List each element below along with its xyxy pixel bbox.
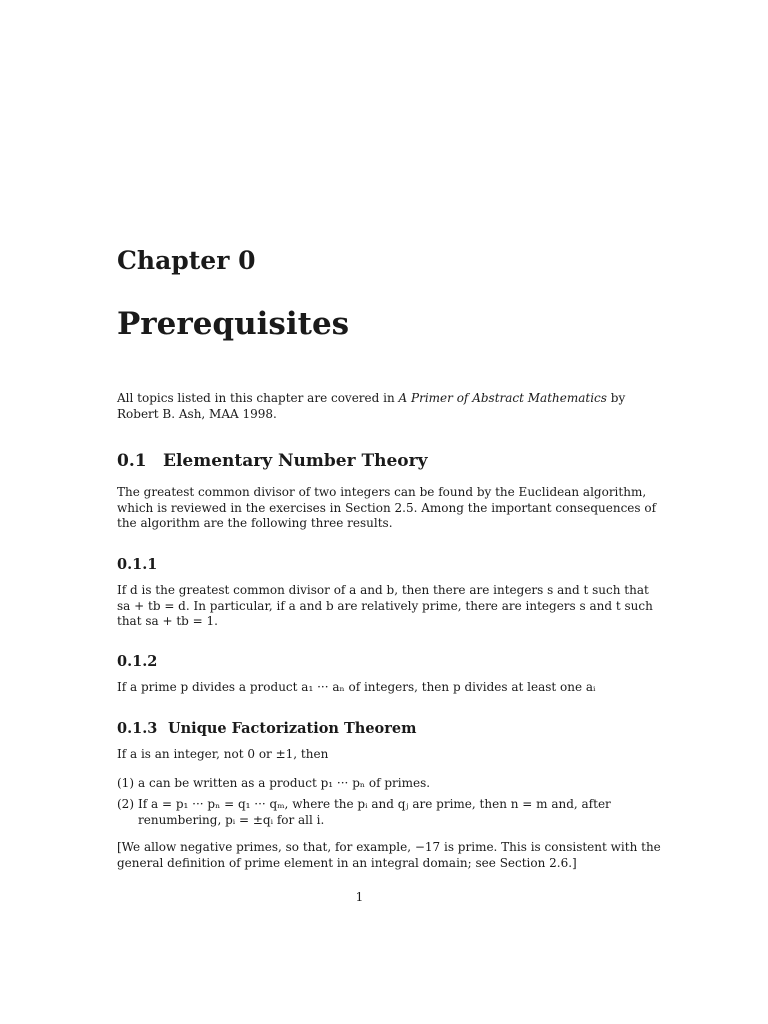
page-number: 1 <box>355 890 364 904</box>
paragraph-line: If d is the greatest common divisor of a and b, then there are integers s and t such that <box>117 583 649 597</box>
note-paragraph <box>117 840 661 871</box>
list-body <box>138 776 602 792</box>
chapter-label: Chapter 0 <box>117 246 256 275</box>
paragraph-line: The greatest common divisor of two integers can be found by the Euclidean algorithm, <box>117 485 647 499</box>
paragraph-line: that sa + tb = 1. <box>117 614 218 629</box>
section-paragraph <box>117 485 657 532</box>
paragraph-line: If a prime p divides a product a₁ ··· aₙ of integers, then p divides at least one aᵢ <box>117 680 596 694</box>
theorem-lead <box>117 747 602 763</box>
subsection-heading <box>117 653 157 670</box>
list-line: If a = p₁ ··· pₙ = q₁ ··· qₘ, where the pᵢ and qⱼ are prime, then n = m and, after <box>138 797 611 811</box>
section-title: Elementary Number Theory <box>163 451 428 471</box>
paragraph-line: the algorithm are the following three results. <box>117 516 393 531</box>
subsection-title: Unique Factorization Theorem <box>168 720 417 737</box>
book-title: A Primer of Abstract Mathematics <box>398 391 607 405</box>
paragraph-line: [We allow negative primes, so that, for example, −17 is prime. This is consistent with the <box>117 840 661 854</box>
intro-line-1 <box>117 391 626 407</box>
subsection-heading <box>117 556 157 573</box>
intro-paragraph <box>117 391 626 422</box>
list-item <box>117 797 611 828</box>
subsection-paragraph <box>117 680 602 696</box>
subsection-number: 0.1.2 <box>117 653 158 670</box>
list-body <box>138 797 611 828</box>
list-item <box>117 776 602 792</box>
intro-line-2: Robert B. Ash, MAA 1998. <box>117 406 277 421</box>
intro-text: All topics listed in this chapter are covered in <box>117 391 395 405</box>
chapter-title: Prerequisites <box>117 306 350 342</box>
list-line: a can be written as a product p₁ ··· pₙ of primes. <box>138 776 431 790</box>
paragraph-line: sa + tb = d. In particular, if a and b are relatively prime, there are integers s and t such <box>117 598 653 613</box>
subsection-number: 0.1.1 <box>117 556 158 573</box>
section-heading <box>117 451 427 471</box>
list-line: renumbering, pᵢ = ±qᵢ for all i. <box>138 812 325 827</box>
subsection-heading <box>117 720 416 737</box>
list-marker: (1) <box>117 776 134 790</box>
paragraph-line: If a is an integer, not 0 or ±1, then <box>117 747 329 761</box>
subsection-paragraph <box>117 583 653 630</box>
subsection-number: 0.1.3 <box>117 720 158 737</box>
intro-text-by: by <box>610 391 626 405</box>
section-number: 0.1 <box>117 451 147 471</box>
paragraph-line: general definition of prime element in an integral domain; see Section 2.6.] <box>117 855 577 870</box>
paragraph-line: which is reviewed in the exercises in Section 2.5. Among the important consequences of <box>117 500 657 515</box>
list-marker: (2) <box>117 797 134 811</box>
